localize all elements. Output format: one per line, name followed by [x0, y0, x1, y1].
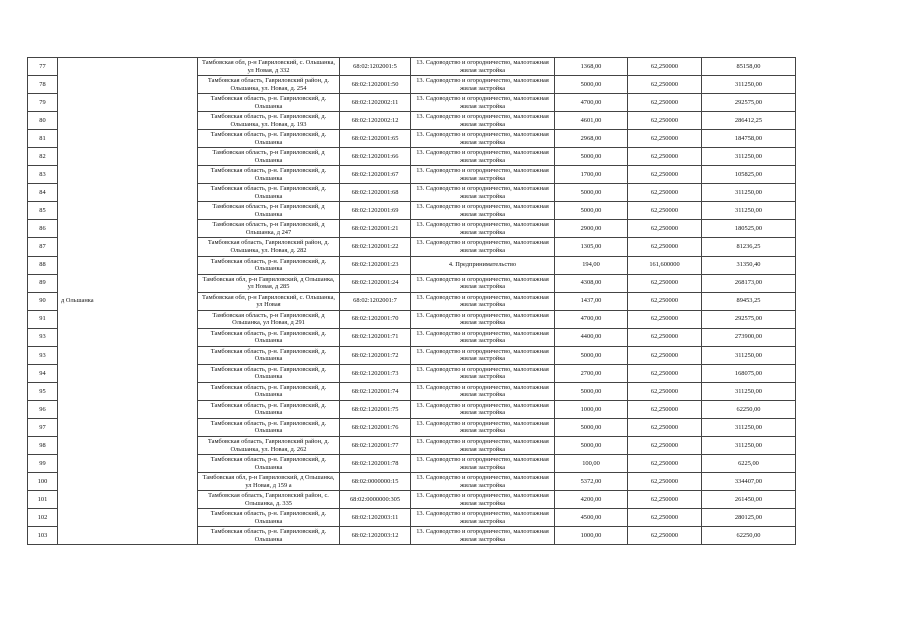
address-cell: Тамбовская область, р-н. Гавриловский, д. Ольшанка [198, 364, 340, 382]
area-cell: 5000,00 [555, 184, 628, 202]
area-cell: 4200,00 [555, 491, 628, 509]
cadastral-value-cell: 31350,40 [702, 256, 796, 274]
area-cell: 4700,00 [555, 94, 628, 112]
rate-cell: 62,250000 [628, 130, 702, 148]
cadastral-value-cell: 311250,00 [702, 418, 796, 436]
row-number-cell: 102 [28, 509, 58, 527]
rate-cell: 62,250000 [628, 238, 702, 256]
area-cell: 100,00 [555, 455, 628, 473]
cadastral-value-cell: 292575,00 [702, 94, 796, 112]
area-cell: 5000,00 [555, 76, 628, 94]
cadastral-number-cell: 68:02:1202002:12 [340, 112, 411, 130]
address-cell: Тамбовская область, р-н. Гавриловский, д. Ольшанка [198, 166, 340, 184]
address-cell: Тамбовская область, р-н. Гавриловский, д. Ольшанка [198, 130, 340, 148]
row-number-cell: 83 [28, 166, 58, 184]
rate-cell: 62,250000 [628, 94, 702, 112]
cadastral-value-cell: 168075,00 [702, 364, 796, 382]
cadastral-value-cell: 184758,00 [702, 130, 796, 148]
cadastral-number-cell: 68:02:1202001:73 [340, 364, 411, 382]
row-number-cell: 90 [28, 292, 58, 310]
address-cell: Тамбовская область, р-н Гавриловский, д Ольшанка, д 247 [198, 220, 340, 238]
area-cell: 5000,00 [555, 148, 628, 166]
land-use-cell: 13. Садоводство и огородничество, малоэтажная жилая застройка [411, 202, 555, 220]
rate-cell: 62,250000 [628, 364, 702, 382]
address-cell: Тамбовская область, Гавриловский район, с. Ольшанка, д. 335 [198, 491, 340, 509]
land-use-cell: 13. Садоводство и огородничество, малоэтажная жилая застройка [411, 220, 555, 238]
cadastral-number-cell: 68:02:1202001:24 [340, 274, 411, 292]
area-cell: 5000,00 [555, 436, 628, 454]
address-cell: Тамбовская область, р-н. Гавриловский, д. Ольшанка [198, 527, 340, 545]
address-cell: Тамбовская область, р-н. Гавриловский, д. Ольшанка [198, 328, 340, 346]
cadastral-value-cell: 311250,00 [702, 148, 796, 166]
area-cell: 5000,00 [555, 202, 628, 220]
cadastral-number-cell: 68:02:1202003:12 [340, 527, 411, 545]
address-cell: Тамбовская область, р-н. Гавриловский, д. Ольшанка [198, 418, 340, 436]
land-use-cell: 13. Садоводство и огородничество, малоэтажная жилая застройка [411, 94, 555, 112]
cadastral-number-cell: 68:02:1202001:71 [340, 328, 411, 346]
area-cell: 4308,00 [555, 274, 628, 292]
area-cell: 5000,00 [555, 382, 628, 400]
table-body [28, 58, 796, 545]
land-use-cell: 13. Садоводство и огородничество, малоэтажная жилая застройка [411, 473, 555, 491]
rate-cell: 62,250000 [628, 418, 702, 436]
cadastral-value-cell: 311250,00 [702, 76, 796, 94]
cadastral-value-cell: 105825,00 [702, 166, 796, 184]
rate-cell: 62,250000 [628, 382, 702, 400]
area-cell: 1000,00 [555, 527, 628, 545]
cadastral-number-cell: 68:02:1202001:7 [340, 292, 411, 310]
land-use-cell: 4. Предпринимательство [411, 256, 555, 274]
cadastral-number-cell: 68:02:1202001:67 [340, 166, 411, 184]
area-cell: 1305,00 [555, 238, 628, 256]
row-number-cell: 78 [28, 76, 58, 94]
cadastral-number-cell: 68:02:1202001:77 [340, 436, 411, 454]
row-number-cell: 93 [28, 328, 58, 346]
area-cell: 194,00 [555, 256, 628, 274]
rate-cell: 62,250000 [628, 509, 702, 527]
cadastral-value-cell: 273900,00 [702, 328, 796, 346]
rate-cell: 62,250000 [628, 112, 702, 130]
address-cell: Тамбовская область, р-н. Гавриловский, д. Ольшанка [198, 382, 340, 400]
address-cell: Тамбовская область, р-н. Гавриловский, д. Ольшанка, ул. Новая, д. 193 [198, 112, 340, 130]
rate-cell: 62,250000 [628, 436, 702, 454]
area-cell: 1368,00 [555, 58, 628, 76]
row-number-cell: 95 [28, 382, 58, 400]
rate-cell: 62,250000 [628, 473, 702, 491]
cadastral-value-cell: 268173,00 [702, 274, 796, 292]
row-number-cell: 99 [28, 455, 58, 473]
cadastral-number-cell: 68:02:1202001:72 [340, 346, 411, 364]
row-number-cell: 86 [28, 220, 58, 238]
land-use-cell: 13. Садоводство и огородничество, малоэтажная жилая застройка [411, 130, 555, 148]
address-cell: Тамбовская область, р-н. Гавриловский, д. Ольшанка [198, 346, 340, 364]
cadastral-value-cell: 180525,00 [702, 220, 796, 238]
cadastral-number-cell: 68:02:0000000:15 [340, 473, 411, 491]
document-page [27, 57, 795, 545]
area-cell: 5372,00 [555, 473, 628, 491]
cadastral-value-cell: 311250,00 [702, 382, 796, 400]
rate-cell: 62,250000 [628, 220, 702, 238]
area-cell: 2968,00 [555, 130, 628, 148]
rate-cell: 62,250000 [628, 58, 702, 76]
cadastral-value-cell: 311250,00 [702, 202, 796, 220]
cadastral-value-cell: 85158,00 [702, 58, 796, 76]
rate-cell: 62,250000 [628, 328, 702, 346]
address-cell: Тамбовская область, р-н. Гавриловский, д. Ольшанка [198, 256, 340, 274]
rate-cell: 62,250000 [628, 148, 702, 166]
address-cell: Тамбовская область, Гавриловский район, д. Ольшанка, ул. Новая, д. 262 [198, 436, 340, 454]
area-cell: 2700,00 [555, 364, 628, 382]
cadastral-value-cell: 292575,00 [702, 310, 796, 328]
land-use-cell: 13. Садоводство и огородничество, малоэтажная жилая застройка [411, 274, 555, 292]
area-cell: 4601,00 [555, 112, 628, 130]
address-cell: Тамбовская обл, р-н Гавриловский, д Ольшанка, ул Новая, д 159 а [198, 473, 340, 491]
cadastral-number-cell: 68:02:1202001:66 [340, 148, 411, 166]
cadastral-value-cell: 89453,25 [702, 292, 796, 310]
rate-cell: 62,250000 [628, 76, 702, 94]
cadastral-number-cell: 68:02:1202001:74 [340, 382, 411, 400]
row-number-cell: 84 [28, 184, 58, 202]
land-use-cell: 13. Садоводство и огородничество, малоэтажная жилая застройка [411, 184, 555, 202]
address-cell: Тамбовская область, р-н Гавриловский, д Ольшанка, ул Новая, д 291 [198, 310, 340, 328]
land-use-cell: 13. Садоводство и огородничество, малоэтажная жилая застройка [411, 436, 555, 454]
cadastral-number-cell: 68:02:1202001:23 [340, 256, 411, 274]
area-cell: 1700,00 [555, 166, 628, 184]
address-cell: Тамбовская область, р-н Гавриловский, д Ольшанка [198, 202, 340, 220]
cadastral-value-cell: 311250,00 [702, 436, 796, 454]
cadastral-number-cell: 68:02:1202001:65 [340, 130, 411, 148]
land-use-cell: 13. Садоводство и огородничество, малоэтажная жилая застройка [411, 166, 555, 184]
rate-cell: 62,250000 [628, 346, 702, 364]
cadastral-number-cell: 68:02:1202001:5 [340, 58, 411, 76]
land-use-cell: 13. Садоводство и огородничество, малоэтажная жилая застройка [411, 509, 555, 527]
land-use-cell: 13. Садоводство и огородничество, малоэтажная жилая застройка [411, 400, 555, 418]
area-cell: 5000,00 [555, 418, 628, 436]
row-number-cell: 89 [28, 274, 58, 292]
address-cell: Тамбовская область, р-н. Гавриловский, д. Ольшанка [198, 455, 340, 473]
row-number-cell: 94 [28, 364, 58, 382]
row-number-cell: 96 [28, 400, 58, 418]
cadastral-number-cell: 68:02:1202001:22 [340, 238, 411, 256]
row-number-cell: 87 [28, 238, 58, 256]
rate-cell: 62,250000 [628, 400, 702, 418]
land-use-cell: 13. Садоводство и огородничество, малоэтажная жилая застройка [411, 238, 555, 256]
area-cell: 5000,00 [555, 346, 628, 364]
cadastral-value-cell: 311250,00 [702, 346, 796, 364]
area-cell: 4400,00 [555, 328, 628, 346]
cadastral-value-cell: 261450,00 [702, 491, 796, 509]
rate-cell: 62,250000 [628, 292, 702, 310]
row-number-cell: 77 [28, 58, 58, 76]
address-cell: Тамбовская область, р-н Гавриловский, д Ольшанка [198, 148, 340, 166]
row-number-cell: 85 [28, 202, 58, 220]
rate-cell: 62,250000 [628, 166, 702, 184]
rate-cell: 62,250000 [628, 455, 702, 473]
land-use-cell: 13. Садоводство и огородничество, малоэтажная жилая застройка [411, 292, 555, 310]
address-cell: Тамбовская область, р-н. Гавриловский, д. Ольшанка [198, 509, 340, 527]
row-number-cell: 97 [28, 418, 58, 436]
land-use-cell: 13. Садоводство и огородничество, малоэтажная жилая застройка [411, 58, 555, 76]
address-cell: Тамбовская область, р-н. Гавриловский, д. Ольшанка [198, 400, 340, 418]
area-cell: 4700,00 [555, 310, 628, 328]
row-number-cell: 101 [28, 491, 58, 509]
rate-cell: 62,250000 [628, 310, 702, 328]
cadastral-number-cell: 68:02:1202001:76 [340, 418, 411, 436]
cadastral-number-cell: 68:02:1202001:50 [340, 76, 411, 94]
land-use-cell: 13. Садоводство и огородничество, малоэтажная жилая застройка [411, 310, 555, 328]
address-cell: Тамбовская обл, р-н Гавриловский, с. Ольшанка, ул Новая [198, 292, 340, 310]
row-number-cell: 93 [28, 346, 58, 364]
area-cell: 4500,00 [555, 509, 628, 527]
row-number-cell: 98 [28, 436, 58, 454]
rate-cell: 62,250000 [628, 274, 702, 292]
land-use-cell: 13. Садоводство и огородничество, малоэтажная жилая застройка [411, 364, 555, 382]
cadastral-number-cell: 68:02:1202001:78 [340, 455, 411, 473]
cadastral-value-cell: 6225,00 [702, 455, 796, 473]
address-cell: Тамбовская область, р-н. Гавриловский, д. Ольшанка [198, 94, 340, 112]
rate-cell: 161,600000 [628, 256, 702, 274]
address-cell: Тамбовская обл, р-н Гавриловский, с. Ольшанка, ул Новая, д 332 [198, 58, 340, 76]
row-number-cell: 80 [28, 112, 58, 130]
rate-cell: 62,250000 [628, 202, 702, 220]
cadastral-number-cell: 68:02:1202001:69 [340, 202, 411, 220]
address-cell: Тамбовская область, Гавриловский район, д. Ольшанка, ул. Новая, д. 282 [198, 238, 340, 256]
locality-cell: д Ольшанка [58, 58, 198, 545]
address-cell: Тамбовская область, Гавриловский район, д. Ольшанка, ул. Новая, д. 254 [198, 76, 340, 94]
rate-cell: 62,250000 [628, 491, 702, 509]
cadastral-number-cell: 68:02:1202001:68 [340, 184, 411, 202]
row-number-cell: 81 [28, 130, 58, 148]
land-use-cell: 13. Садоводство и огородничество, малоэтажная жилая застройка [411, 455, 555, 473]
land-use-cell: 13. Садоводство и огородничество, малоэтажная жилая застройка [411, 491, 555, 509]
address-cell: Тамбовская обл, р-н Гавриловский, д Ольшанка, ул Новая, д 285 [198, 274, 340, 292]
rate-cell: 62,250000 [628, 527, 702, 545]
cadastral-value-cell: 81236,25 [702, 238, 796, 256]
row-number-cell: 82 [28, 148, 58, 166]
land-use-cell: 13. Садоводство и огородничество, малоэтажная жилая застройка [411, 112, 555, 130]
cadastral-number-cell: 68:02:1202001:75 [340, 400, 411, 418]
area-cell: 1000,00 [555, 400, 628, 418]
land-use-cell: 13. Садоводство и огородничество, малоэтажная жилая застройка [411, 76, 555, 94]
row-number-cell: 91 [28, 310, 58, 328]
cadastral-number-cell: 68:02:0000000:305 [340, 491, 411, 509]
cadastral-value-cell: 286412,25 [702, 112, 796, 130]
cadastral-value-cell: 62250,00 [702, 527, 796, 545]
area-cell: 1437,00 [555, 292, 628, 310]
cadastral-value-cell: 62250,00 [702, 400, 796, 418]
land-use-cell: 13. Садоводство и огородничество, малоэтажная жилая застройка [411, 328, 555, 346]
table-row [28, 58, 796, 76]
row-number-cell: 103 [28, 527, 58, 545]
rate-cell: 62,250000 [628, 184, 702, 202]
cadastral-number-cell: 68:02:1202002:11 [340, 94, 411, 112]
land-use-cell: 13. Садоводство и огородничество, малоэтажная жилая застройка [411, 527, 555, 545]
cadastral-number-cell: 68:02:1202001:21 [340, 220, 411, 238]
land-use-cell: 13. Садоводство и огородничество, малоэтажная жилая застройка [411, 382, 555, 400]
cadastral-number-cell: 68:02:1202003:11 [340, 509, 411, 527]
row-number-cell: 79 [28, 94, 58, 112]
row-number-cell: 100 [28, 473, 58, 491]
row-number-cell: 88 [28, 256, 58, 274]
land-use-cell: 13. Садоводство и огородничество, малоэтажная жилая застройка [411, 148, 555, 166]
cadastral-number-cell: 68:02:1202001:70 [340, 310, 411, 328]
cadastral-value-cell: 311250,00 [702, 184, 796, 202]
land-use-cell: 13. Садоводство и огородничество, малоэтажная жилая застройка [411, 346, 555, 364]
area-cell: 2900,00 [555, 220, 628, 238]
land-use-cell: 13. Садоводство и огородничество, малоэтажная жилая застройка [411, 418, 555, 436]
land-plots-table [27, 57, 796, 545]
cadastral-value-cell: 334407,00 [702, 473, 796, 491]
cadastral-value-cell: 280125,00 [702, 509, 796, 527]
address-cell: Тамбовская область, р-н. Гавриловский, д. Ольшанка [198, 184, 340, 202]
